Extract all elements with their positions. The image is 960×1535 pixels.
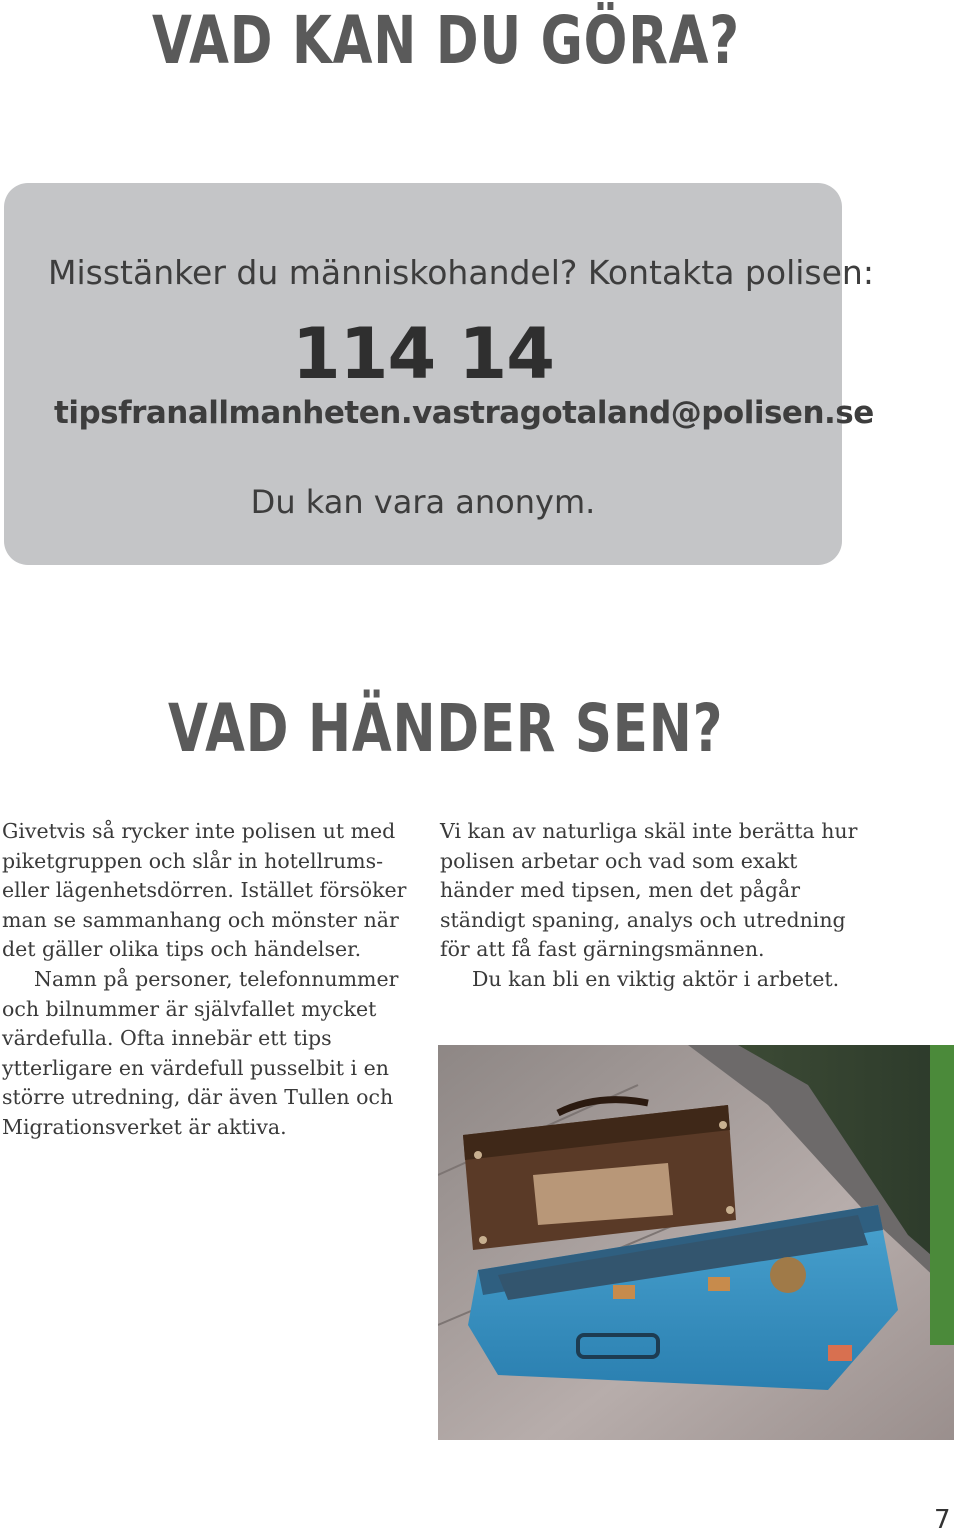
police-email-link[interactable]: tipsfranallmanheten.vastragotaland@polisen.se xyxy=(54,395,874,431)
suitcases-photo xyxy=(438,1045,954,1440)
page-number: 7 xyxy=(934,1505,951,1535)
contact-box xyxy=(4,183,874,565)
right-paragraph-1: Vi kan av naturliga skäl inte berätta hur polisen arbetar och vad som exakt händer med tipsen, men det pågår ständigt spaning, analys och utredning för att få fast gärningsmännen. xyxy=(440,819,858,962)
left-column-text xyxy=(2,817,422,1143)
heading-what-can-you-do: VAD KAN DU GÖRA? xyxy=(152,2,740,79)
contact-question: Misstänker du människohandel? Kontakta polisen: xyxy=(48,253,874,292)
police-phone-number[interactable]: 114 14 xyxy=(292,313,554,395)
left-paragraph-2: Namn på personer, telefonnummer och bilnummer är självfallet mycket värdefulla. Ofta innebär ett tips ytterligare en värdefull pusselbit i en större utredning, där även Tullen och Migrationsverket är aktiva. xyxy=(2,966,399,1139)
left-paragraph-1: Givetvis så rycker inte polisen ut med piketgruppen och slår in hotellrums- eller lägenhetsdörren. Istället försöker man se sammanhang och mönster när det gäller olika tips och händelser. xyxy=(2,819,407,962)
right-column-text xyxy=(440,817,860,995)
right-paragraph-2: Du kan bli en viktig aktör i arbetet. xyxy=(472,966,840,991)
suitcases-illustration xyxy=(438,1045,954,1440)
heading-what-happens-next: VAD HÄNDER SEN? xyxy=(168,690,724,767)
anonymous-note: Du kan vara anonym. xyxy=(250,483,596,521)
